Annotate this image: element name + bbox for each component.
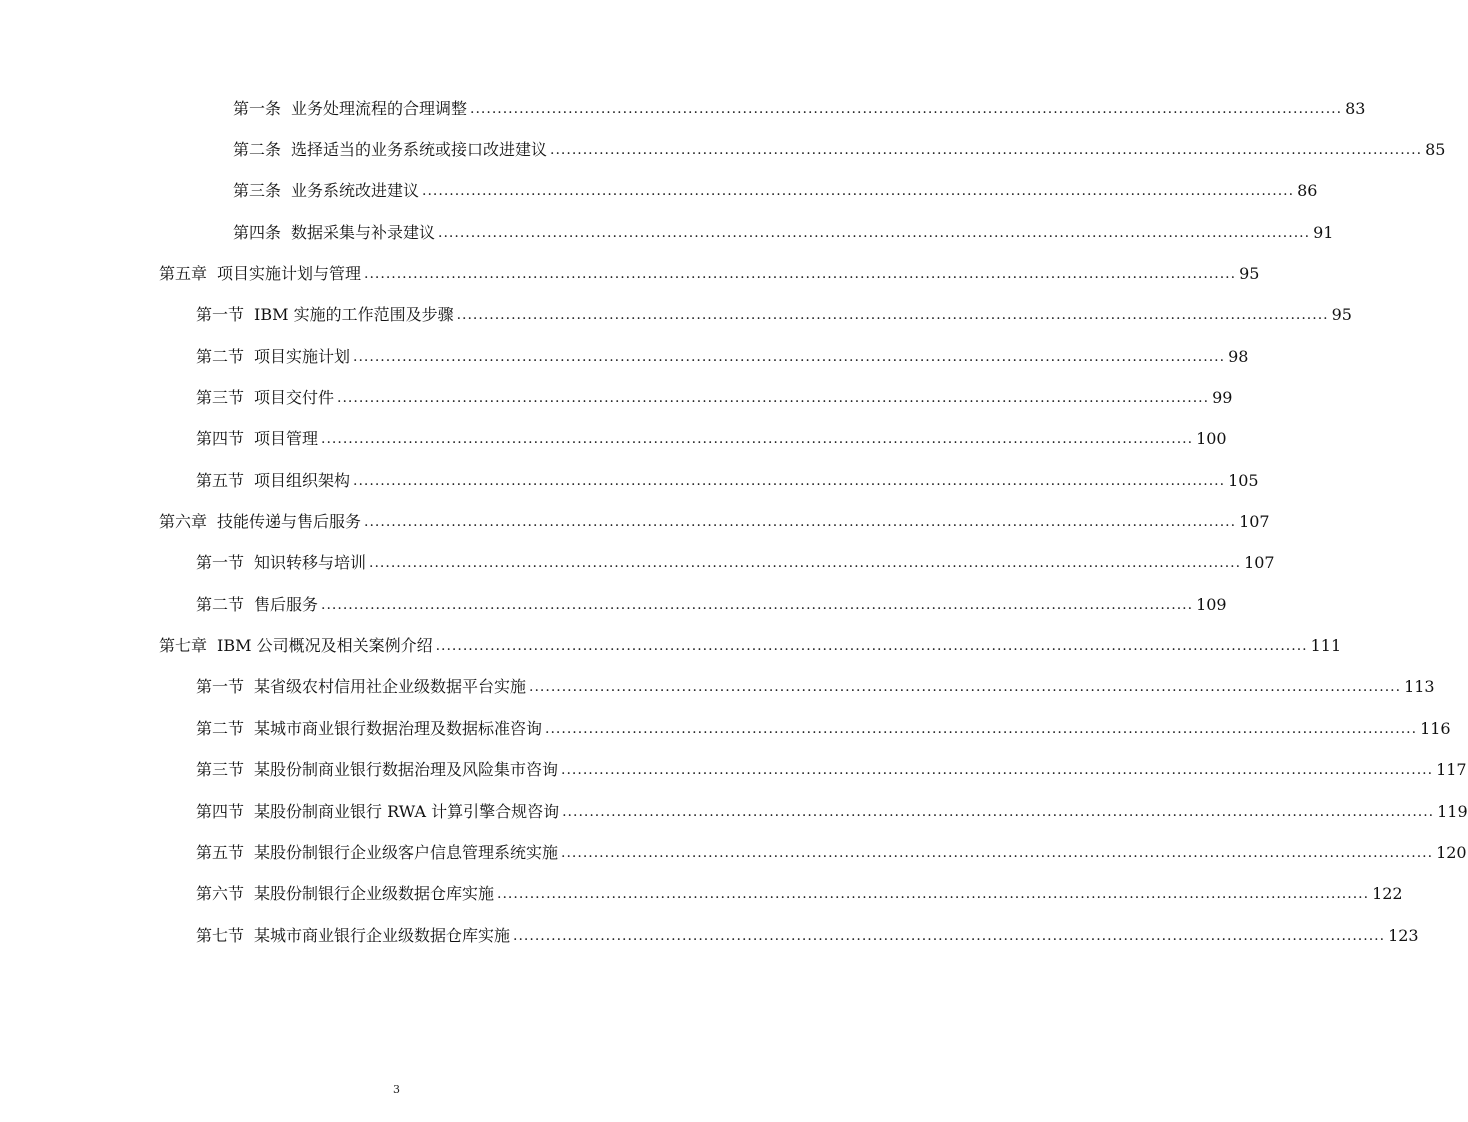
toc-entry-number: 第六节 xyxy=(196,884,245,904)
toc-entry-title: 项目交付件 xyxy=(254,388,335,408)
toc-entry-number: 第七节 xyxy=(196,925,245,945)
toc-entry[interactable] xyxy=(0,171,1318,212)
dot-leader: ................................................................................................................................................................ xyxy=(513,927,1386,944)
toc-entry-title: IBM 实施的工作范围及步骤 xyxy=(254,305,454,325)
page-number: 3 xyxy=(393,1083,400,1096)
toc-entry-title: 某股份制商业银行数据治理及风险集市咨询 xyxy=(254,760,559,780)
toc-entry-number: 第三节 xyxy=(196,760,245,780)
toc-entry-number: 第三条 xyxy=(233,181,282,201)
dot-leader: ................................................................................................................................................................ xyxy=(364,514,1237,531)
toc-entry-number: 第四条 xyxy=(233,222,282,242)
toc-chapter[interactable] xyxy=(0,625,1342,666)
toc-entry-page: 100 xyxy=(1196,429,1227,449)
toc-entry-title: 某股份制银行企业级数据仓库实施 xyxy=(254,884,495,904)
toc-entry-title: 项目实施计划 xyxy=(254,346,351,366)
toc-entry-page: 119 xyxy=(1437,801,1468,821)
toc-entry-number: 第一节 xyxy=(196,553,245,573)
toc-entry-page: 111 xyxy=(1310,636,1342,656)
toc-entry[interactable] xyxy=(0,460,1259,501)
toc-entry-title: 某股份制商业银行 RWA 计算引擎合规咨询 xyxy=(254,801,560,821)
toc-entry[interactable] xyxy=(0,584,1227,625)
dot-leader: ................................................................................................................................................................ xyxy=(529,679,1402,696)
toc-entry[interactable] xyxy=(0,295,1352,336)
toc-entry-number: 第五节 xyxy=(196,842,245,862)
dot-leader: ................................................................................................................................................................ xyxy=(550,142,1423,159)
dot-leader: ................................................................................................................................................................ xyxy=(561,844,1434,861)
toc-entry-title: 某省级农村信用社企业级数据平台实施 xyxy=(254,677,527,697)
dot-leader: ................................................................................................................................................................ xyxy=(353,472,1226,489)
toc-entry[interactable] xyxy=(0,832,1467,873)
toc-entry-page: 109 xyxy=(1196,594,1227,614)
toc-entry-page: 83 xyxy=(1345,98,1366,118)
toc-entry[interactable] xyxy=(0,708,1451,749)
dot-leader: ................................................................................................................................................................ xyxy=(337,390,1210,407)
dot-leader: ................................................................................................................................................................ xyxy=(497,886,1370,903)
dot-leader: ................................................................................................................................................................ xyxy=(321,596,1194,613)
toc-entry-page: 85 xyxy=(1425,140,1446,160)
toc-entry-title: 知识转移与培训 xyxy=(254,553,367,573)
toc-entry-title: 售后服务 xyxy=(254,594,319,614)
toc-entry-title: 某股份制银行企业级客户信息管理系统实施 xyxy=(254,842,559,862)
toc-entry-title: 项目管理 xyxy=(254,429,319,449)
toc-entry-title: 项目组织架构 xyxy=(254,470,351,490)
toc-entry-page: 86 xyxy=(1297,181,1318,201)
toc-entry-page: 95 xyxy=(1331,305,1352,325)
toc-entry-number: 第二节 xyxy=(196,594,245,614)
toc-entry-number: 第五章 xyxy=(159,264,208,284)
toc-entry[interactable] xyxy=(0,88,1366,129)
toc-entry-page: 91 xyxy=(1313,222,1334,242)
toc-entry-number: 第六章 xyxy=(159,512,208,532)
dot-leader: ................................................................................................................................................................ xyxy=(562,803,1435,820)
toc-entry-number: 第四节 xyxy=(196,429,245,449)
toc-entry[interactable] xyxy=(0,915,1419,956)
toc-entry-number: 第四节 xyxy=(196,801,245,821)
table-of-contents xyxy=(0,88,1468,956)
toc-entry-page: 99 xyxy=(1212,388,1233,408)
dot-leader: ................................................................................................................................................................ xyxy=(470,100,1343,117)
toc-entry[interactable] xyxy=(0,874,1403,915)
dot-leader: ................................................................................................................................................................ xyxy=(456,307,1329,324)
toc-entry-page: 122 xyxy=(1372,884,1403,904)
dot-leader: ................................................................................................................................................................ xyxy=(369,555,1242,572)
dot-leader: ................................................................................................................................................................ xyxy=(435,638,1308,655)
toc-entry[interactable] xyxy=(0,419,1227,460)
toc-entry-number: 第一节 xyxy=(196,677,245,697)
dot-leader: ................................................................................................................................................................ xyxy=(545,720,1418,737)
toc-entry-number: 第五节 xyxy=(196,470,245,490)
dot-leader: ................................................................................................................................................................ xyxy=(364,266,1237,283)
toc-entry-title: IBM 公司概况及相关案例介绍 xyxy=(217,636,433,656)
toc-entry-title: 某城市商业银行数据治理及数据标准咨询 xyxy=(254,718,543,738)
toc-entry-page: 98 xyxy=(1228,346,1249,366)
toc-entry-title: 业务系统改进建议 xyxy=(291,181,420,201)
toc-entry-number: 第二节 xyxy=(196,346,245,366)
toc-entry-title: 项目实施计划与管理 xyxy=(217,264,362,284)
dot-leader: ................................................................................................................................................................ xyxy=(353,348,1226,365)
toc-entry[interactable] xyxy=(0,336,1249,377)
toc-entry[interactable] xyxy=(0,667,1435,708)
toc-chapter[interactable] xyxy=(0,253,1260,294)
toc-entry[interactable] xyxy=(0,750,1467,791)
toc-entry-page: 105 xyxy=(1228,470,1259,490)
toc-entry-title: 某城市商业银行企业级数据仓库实施 xyxy=(254,925,511,945)
toc-chapter[interactable] xyxy=(0,501,1270,542)
toc-entry-number: 第一条 xyxy=(233,98,282,118)
dot-leader: ................................................................................................................................................................ xyxy=(321,431,1194,448)
toc-entry-title: 技能传递与售后服务 xyxy=(217,512,362,532)
toc-entry[interactable] xyxy=(0,129,1446,170)
toc-entry[interactable] xyxy=(0,791,1468,832)
toc-entry-page: 107 xyxy=(1244,553,1275,573)
toc-entry-number: 第二节 xyxy=(196,718,245,738)
toc-entry-title: 数据采集与补录建议 xyxy=(291,222,436,242)
toc-entry-title: 选择适当的业务系统或接口改进建议 xyxy=(291,140,548,160)
dot-leader: ................................................................................................................................................................ xyxy=(561,762,1434,779)
toc-entry-number: 第三节 xyxy=(196,388,245,408)
toc-entry-number: 第七章 xyxy=(159,636,208,656)
dot-leader: ................................................................................................................................................................ xyxy=(422,183,1295,200)
toc-entry-number: 第一节 xyxy=(196,305,245,325)
dot-leader: ................................................................................................................................................................ xyxy=(438,224,1311,241)
toc-entry[interactable] xyxy=(0,543,1275,584)
toc-entry-page: 123 xyxy=(1388,925,1419,945)
toc-entry-page: 117 xyxy=(1436,760,1467,780)
toc-entry-page: 113 xyxy=(1404,677,1435,697)
toc-entry-title: 业务处理流程的合理调整 xyxy=(291,98,468,118)
toc-entry-page: 120 xyxy=(1436,842,1467,862)
toc-entry-page: 107 xyxy=(1239,512,1270,532)
toc-entry[interactable] xyxy=(0,212,1334,253)
toc-entry[interactable] xyxy=(0,377,1233,418)
toc-entry-page: 116 xyxy=(1420,718,1451,738)
toc-entry-page: 95 xyxy=(1239,264,1260,284)
toc-entry-number: 第二条 xyxy=(233,140,282,160)
